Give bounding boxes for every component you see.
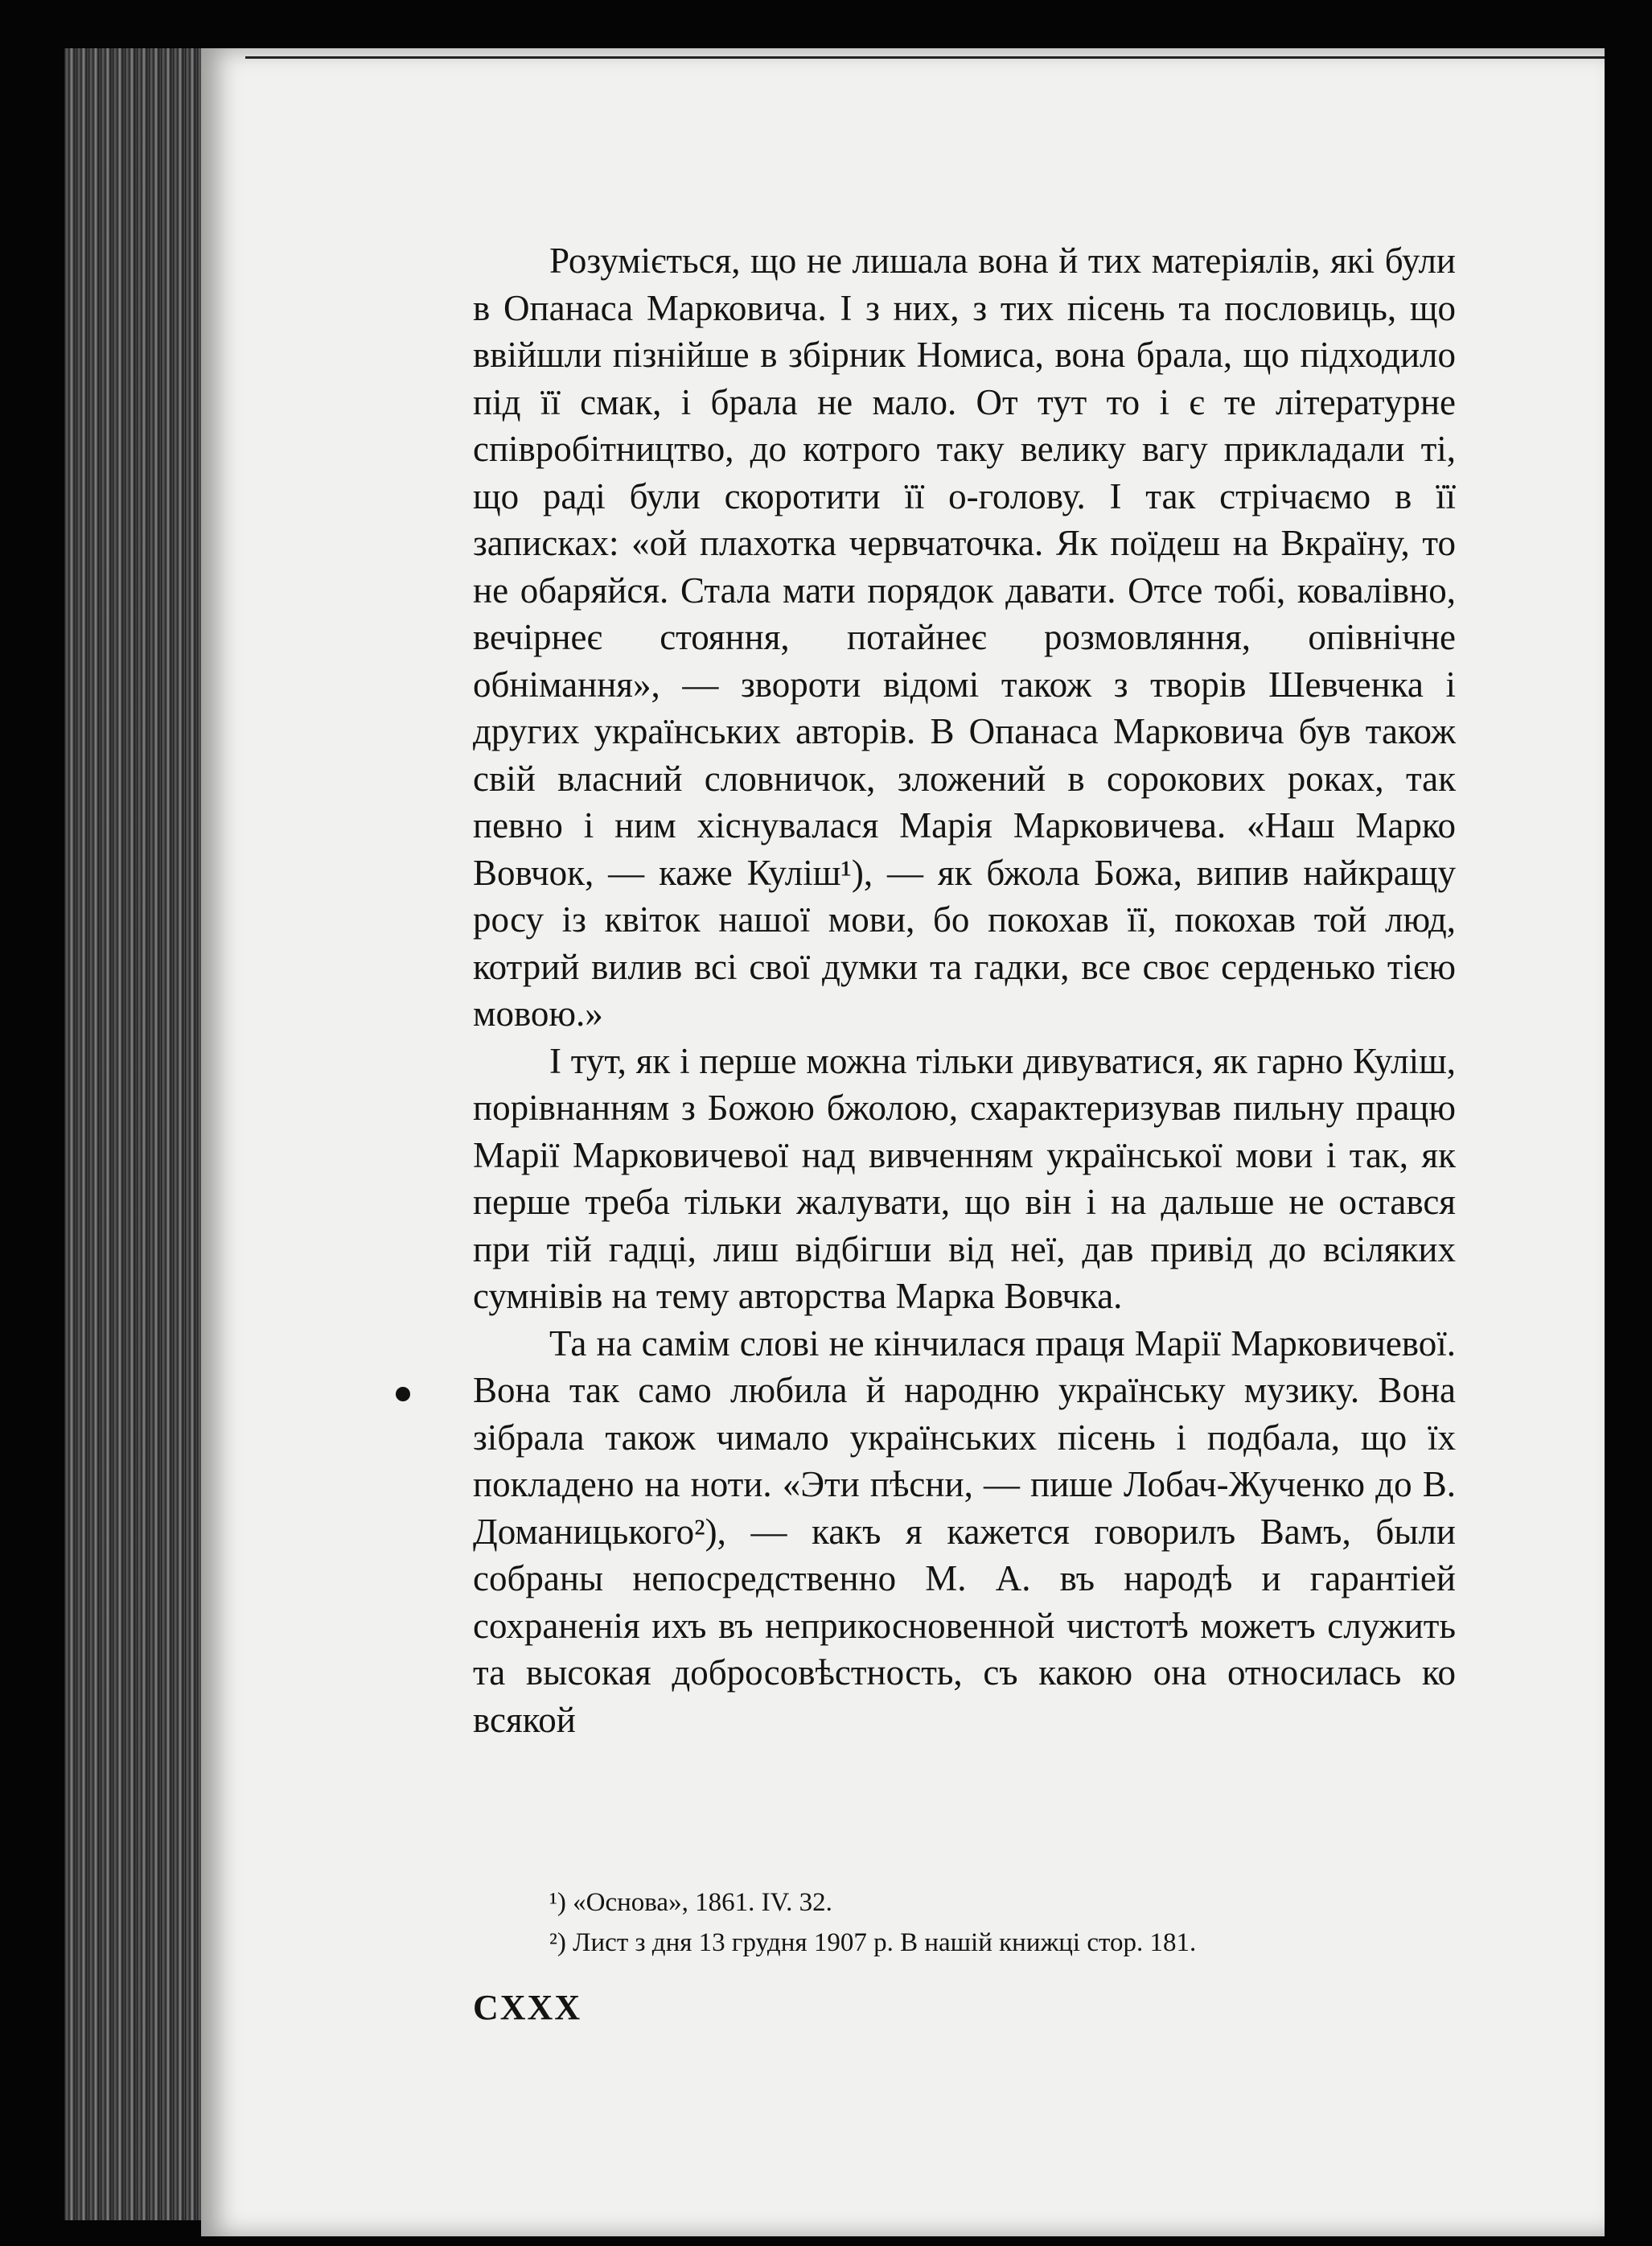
- paragraph-1: Розуміється, що не лишала вона й тих матеріялів, які були в Опанаса Марковича. І з них, з тих пісень та пословиць, що ввійшли пізнійше в збірник Номиса, вона брала, що підходило під її смак, і брала не мало. От тут то і є те літературне співробітництво, до котрого таку велику вагу прикладали ті, що раді були скоротити її о-голову. І так стрічаємо в її записках: «ой плахотка червчаточка. Як поїдеш на Вкраїну, то не обаряйся. Стала мати порядок давати. Отсе тобі, ковалівно, вечірнеє стояння, потайнеє розмовляння, опівнічне обнімання», — звороти відомі також з творів Шевченка і других українських авторів. В Опанаса Марковича був також свій власний словничок, зложений в сорокових роках, так певно і ним хіснувалася Марія Марковичева. «Наш Марко Вовчок, — каже Куліш¹), — як бжола Божа, випив найкращу росу із квіток нашої мови, бо покохав її, покохав той люд, котрий вилив всі свої думки та гадки, все своє серденько тією мовою.»: [473, 241, 1456, 1034]
- paragraph-3: Та на самім слові не кінчилася праця Марії Марковичевої. Вона так само любила й народню українську музику. Вона зібрала також чимало українських пісень і подбала, що їх покладено на ноти. «Эти пѣсни, — пише Лобач-Жученко до В. Доманицького²), — какъ я кажется говорилъ Вамъ, были собраны непосредственно М. А. въ народѣ и гарантіей сохраненія ихъ въ неприкосновенной чистотѣ можетъ служить та высокая добросовѣстность, съ какою она относилась ко всякой: [473, 1323, 1456, 1740]
- body-text: [473, 237, 1456, 1743]
- footnote-1: [473, 1882, 1456, 1923]
- paragraph-2: І тут, як і перше можна тільки дивуватися, як гарно Куліш, порівнанням з Божою бжолою, схарактеризував пильну працю Марії Марковичевої над вивченням української мови і так, як перше треба тільки жалувати, що він і на дальше не остався при тій гадці, лиш відбігши від неї, дав привід до всіляких сумнівів на тему авторства Марка Вовчка.: [473, 1040, 1456, 1316]
- footnotes: [473, 1882, 1456, 1963]
- book-page-edges: [64, 48, 209, 2220]
- footnote-2-mark: ²): [549, 1928, 566, 1957]
- footnote-1-text: «Основа», 1861. IV. 32.: [573, 1888, 832, 1917]
- footnote-2: [473, 1923, 1456, 1963]
- ink-speck: [396, 1387, 410, 1401]
- footnote-2-text: Лист з дня 13 грудня 1907 р. В нашій книжці стор. 181.: [573, 1928, 1197, 1957]
- page-top-edge: [245, 56, 1605, 59]
- page-number: CXXX: [473, 1988, 582, 2027]
- footnote-1-mark: ¹): [549, 1888, 566, 1917]
